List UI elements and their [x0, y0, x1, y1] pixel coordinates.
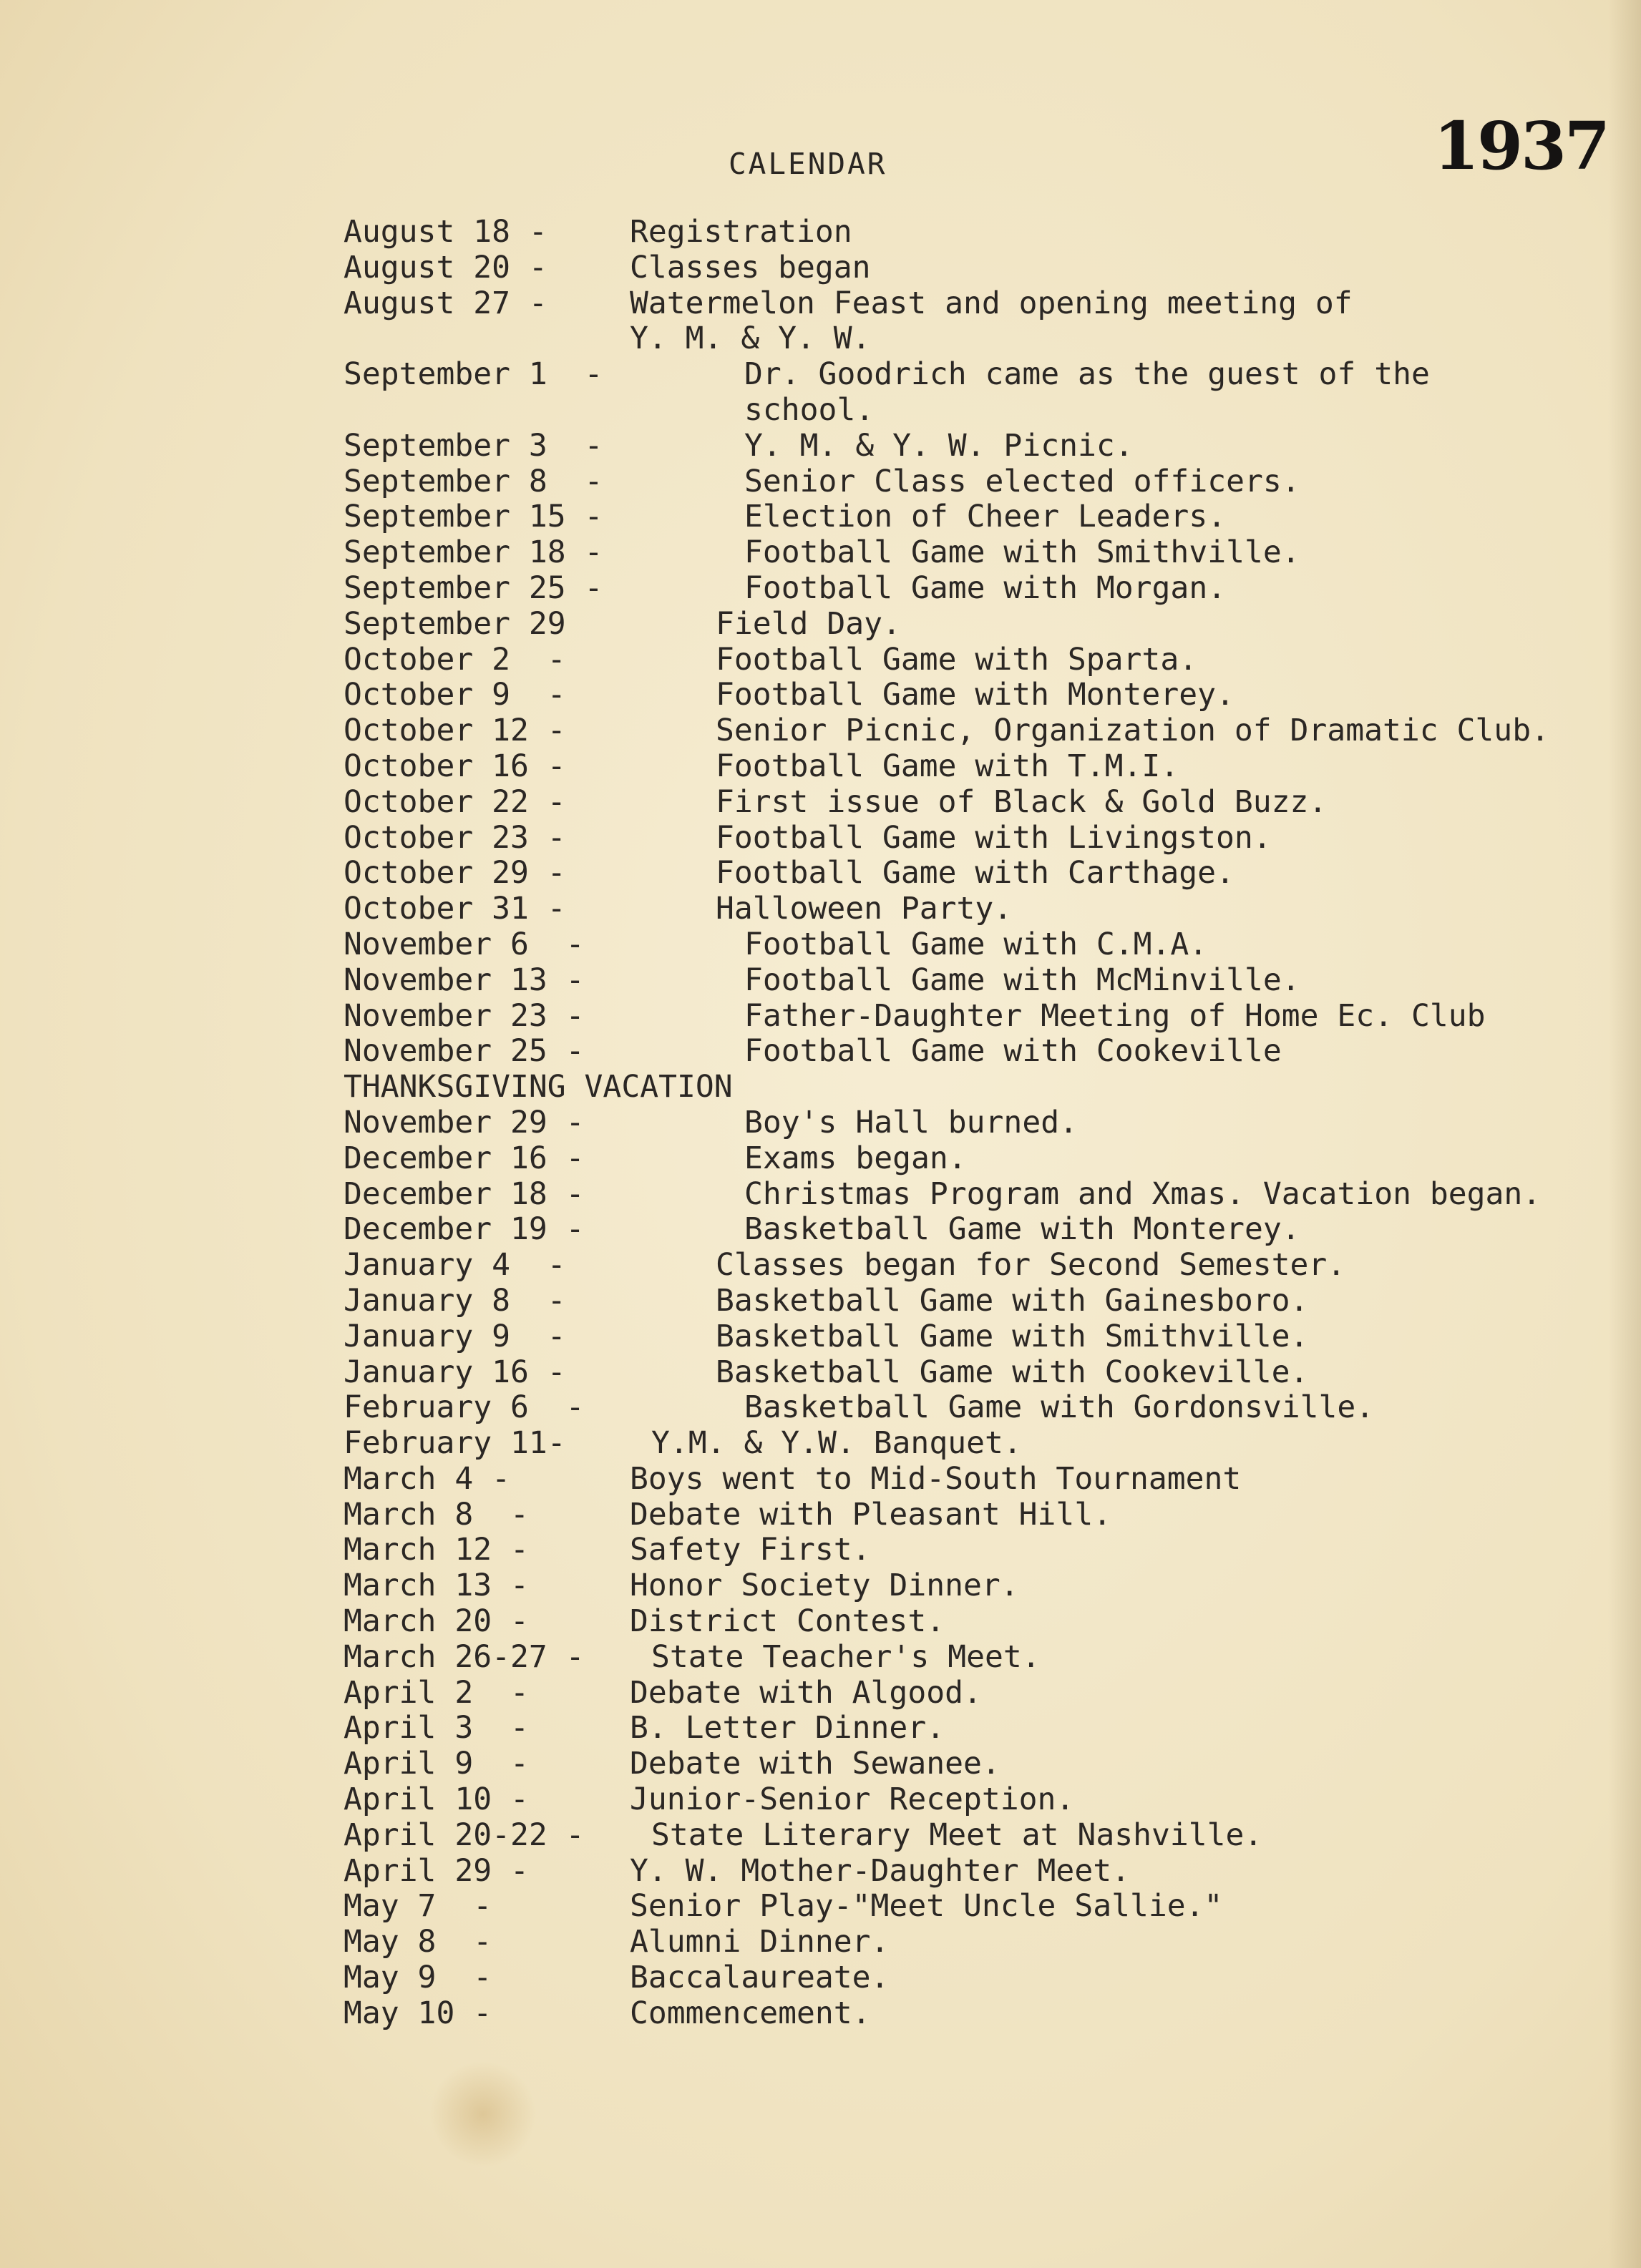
calendar-entry	[344, 1390, 1603, 1426]
entry-date: April 9 -	[344, 1746, 529, 1782]
entry-event: Field Day.	[716, 605, 901, 642]
entry-event: Football Game with Morgan.	[744, 570, 1227, 606]
calendar-entry	[344, 1676, 1603, 1711]
entry-event: Football Game with Carthage.	[716, 855, 1235, 891]
entry-event: District Contest.	[630, 1603, 945, 1640]
entry-event: Senior Play-"Meet Uncle Sallie."	[630, 1888, 1223, 1925]
calendar-entry	[344, 250, 1603, 286]
calendar-entry	[344, 1248, 1603, 1284]
entry-event: Senior Picnic, Organization of Dramatic Club.	[716, 713, 1549, 749]
entry-date: August 20 -	[344, 249, 547, 285]
calendar-entry	[344, 1141, 1603, 1177]
entry-date: March 13 -	[344, 1568, 529, 1604]
entry-event: Debate with Sewanee.	[630, 1746, 1000, 1782]
calendar-entry	[344, 535, 1603, 571]
calendar-entry	[344, 357, 1603, 393]
entry-date: May 8 -	[344, 1924, 492, 1960]
entry-date: September 18 -	[344, 534, 603, 571]
entry-event: Debate with Algood.	[630, 1674, 982, 1711]
calendar-entry	[344, 1568, 1603, 1604]
calendar-entry	[344, 963, 1603, 999]
calendar-entry	[344, 1212, 1603, 1248]
entry-date: September 25 -	[344, 570, 603, 606]
entry-event: Debate with Pleasant Hill.	[630, 1496, 1112, 1533]
entry-event: Football Game with Cookeville	[744, 1033, 1282, 1070]
calendar-entry	[344, 1497, 1603, 1533]
entry-event: Basketball Game with Cookeville.	[716, 1354, 1309, 1390]
entry-date: August 18 -	[344, 214, 547, 250]
entry-date: January 9 -	[344, 1318, 566, 1354]
entry-date: November 23 -	[344, 997, 585, 1034]
calendar-entry	[344, 1533, 1603, 1568]
entry-date	[344, 321, 630, 357]
calendar-list	[344, 215, 1603, 2032]
entry-event: Registration	[630, 214, 852, 250]
calendar-entry	[344, 785, 1603, 821]
calendar-entry	[344, 821, 1603, 856]
entry-date: October 9 -	[344, 677, 566, 713]
calendar-entry	[344, 1604, 1603, 1640]
entry-event: Safety First.	[630, 1532, 871, 1568]
entry-date: February 11-	[344, 1425, 566, 1462]
calendar-entry	[344, 1818, 1603, 1854]
entry-date: April 2 -	[344, 1674, 529, 1711]
page-title: CALENDAR	[729, 147, 887, 181]
entry-event: Watermelon Feast and opening meeting of	[630, 285, 1353, 321]
entry-date: THANKSGIVING VACATION	[344, 1069, 733, 1105]
entry-date: January 4 -	[344, 1247, 566, 1284]
entry-date: September 29	[344, 605, 566, 642]
entry-date	[344, 393, 744, 429]
entry-event: Alumni Dinner.	[630, 1924, 890, 1960]
entry-date: October 12 -	[344, 713, 566, 749]
calendar-section-heading	[344, 1070, 1603, 1105]
paper-stain	[429, 2061, 537, 2168]
entry-date: November 6 -	[344, 926, 585, 962]
entry-date: April 10 -	[344, 1781, 529, 1818]
entry-event: Football Game with T.M.I.	[716, 748, 1179, 784]
calendar-entry	[344, 1034, 1603, 1070]
entry-date: April 29 -	[344, 1852, 529, 1889]
entry-event: State Teacher's Meet.	[651, 1638, 1041, 1675]
calendar-entry	[344, 393, 1603, 429]
calendar-entry	[344, 1854, 1603, 1890]
calendar-entry	[344, 321, 1603, 357]
calendar-entry	[344, 1319, 1603, 1355]
entry-date: April 20-22 -	[344, 1817, 585, 1853]
calendar-entry	[344, 571, 1603, 607]
entry-event: Halloween Party.	[716, 891, 1013, 927]
calendar-entry	[344, 749, 1603, 785]
entry-date: January 8 -	[344, 1282, 566, 1319]
entry-event: Basketball Game with Smithville.	[716, 1318, 1309, 1354]
entry-event: Football Game with Monterey.	[716, 677, 1235, 713]
calendar-entry	[344, 607, 1603, 642]
calendar-entry	[344, 642, 1603, 678]
entry-date: January 16 -	[344, 1354, 566, 1390]
entry-date: December 18 -	[344, 1175, 585, 1212]
calendar-entry	[344, 678, 1603, 713]
calendar-entry	[344, 1889, 1603, 1925]
entry-date: April 3 -	[344, 1710, 529, 1746]
year-stamp: 1937	[1433, 107, 1608, 185]
entry-date: December 16 -	[344, 1140, 585, 1176]
calendar-entry	[344, 215, 1603, 250]
calendar-entry	[344, 713, 1603, 749]
entry-date: August 27 -	[344, 285, 547, 321]
calendar-entry	[344, 891, 1603, 927]
entry-event: B. Letter Dinner.	[630, 1710, 945, 1746]
entry-event: Y. M. & Y. W. Picnic.	[744, 427, 1134, 464]
entry-event: Christmas Program and Xmas. Vacation began.	[744, 1175, 1542, 1212]
entry-event: Commencement.	[630, 1995, 871, 2031]
entry-event: Exams began.	[744, 1140, 967, 1176]
entry-event: Y.M. & Y.W. Banquet.	[651, 1425, 1022, 1462]
entry-event: Football Game with Smithville.	[744, 534, 1300, 571]
calendar-entry	[344, 1355, 1603, 1391]
entry-date: October 23 -	[344, 819, 566, 856]
entry-date: December 19 -	[344, 1211, 585, 1248]
entry-event: Basketball Game with Monterey.	[744, 1211, 1300, 1248]
entry-date: November 25 -	[344, 1033, 585, 1070]
calendar-entry	[344, 1711, 1603, 1746]
entry-event: Football Game with Sparta.	[716, 641, 1198, 678]
entry-event: Junior-Senior Reception.	[630, 1781, 1075, 1818]
calendar-entry	[344, 464, 1603, 500]
entry-date: October 16 -	[344, 748, 566, 784]
entry-date: March 8 -	[344, 1496, 529, 1533]
calendar-entry	[344, 1746, 1603, 1782]
entry-date: February 6 -	[344, 1389, 585, 1426]
calendar-entry	[344, 1960, 1603, 1996]
entry-event: Classes began for Second Semester.	[716, 1247, 1346, 1284]
entry-event: Senior Class elected officers.	[744, 463, 1300, 499]
entry-event: State Literary Meet at Nashville.	[651, 1817, 1263, 1853]
entry-date: March 20 -	[344, 1603, 529, 1640]
entry-event: Baccalaureate.	[630, 1960, 890, 1996]
calendar-entry	[344, 1782, 1603, 1818]
entry-event: Y. M. & Y. W.	[630, 321, 871, 357]
calendar-entry	[344, 499, 1603, 535]
calendar-entry	[344, 927, 1603, 963]
calendar-entry	[344, 1640, 1603, 1676]
calendar-entry	[344, 856, 1603, 891]
entry-event: Football Game with McMinville.	[744, 962, 1300, 998]
entry-event: Basketball Game with Gainesboro.	[716, 1282, 1309, 1319]
calendar-entry	[344, 999, 1603, 1035]
entry-event: Father-Daughter Meeting of Home Ec. Club	[744, 997, 1486, 1034]
entry-event: Football Game with Livingston.	[716, 819, 1272, 856]
entry-date: September 1 -	[344, 356, 603, 393]
calendar-entry	[344, 286, 1603, 322]
entry-date: March 26-27 -	[344, 1638, 585, 1675]
entry-date: October 29 -	[344, 855, 566, 891]
entry-event: Dr. Goodrich came as the guest of the	[744, 356, 1430, 393]
calendar-entry	[344, 1462, 1603, 1497]
entry-event: Honor Society Dinner.	[630, 1568, 1019, 1604]
entry-event: Boys went to Mid-South Tournament	[630, 1460, 1242, 1497]
entry-date: October 31 -	[344, 891, 566, 927]
entry-date: May 7 -	[344, 1888, 492, 1925]
page-edge-shadow	[1608, 0, 1641, 2268]
entry-event: Election of Cheer Leaders.	[744, 499, 1227, 535]
entry-event: Basketball Game with Gordonsville.	[744, 1389, 1375, 1426]
entry-event: Classes began	[630, 249, 871, 285]
entry-date: May 10 -	[344, 1995, 492, 2031]
entry-date: May 9 -	[344, 1960, 492, 1996]
entry-date: September 3 -	[344, 427, 603, 464]
entry-date: October 2 -	[344, 641, 566, 678]
calendar-entry	[344, 1177, 1603, 1213]
entry-event: Football Game with C.M.A.	[744, 926, 1208, 962]
calendar-entry	[344, 1426, 1603, 1462]
entry-event: First issue of Black & Gold Buzz.	[716, 783, 1328, 820]
calendar-entry	[344, 1105, 1603, 1141]
entry-date: November 13 -	[344, 962, 585, 998]
calendar-entry	[344, 1284, 1603, 1319]
entry-event: Y. W. Mother-Daughter Meet.	[630, 1852, 1130, 1889]
calendar-entry	[344, 1996, 1603, 2032]
entry-date: March 12 -	[344, 1532, 529, 1568]
entry-event: Boy's Hall burned.	[744, 1104, 1078, 1140]
calendar-entry	[344, 429, 1603, 464]
entry-date: October 22 -	[344, 783, 566, 820]
calendar-entry	[344, 1925, 1603, 1960]
entry-date: November 29 -	[344, 1104, 585, 1140]
entry-date: March 4 -	[344, 1460, 510, 1497]
entry-event: school.	[744, 391, 875, 428]
entry-date: September 8 -	[344, 463, 603, 499]
entry-date: September 15 -	[344, 499, 603, 535]
